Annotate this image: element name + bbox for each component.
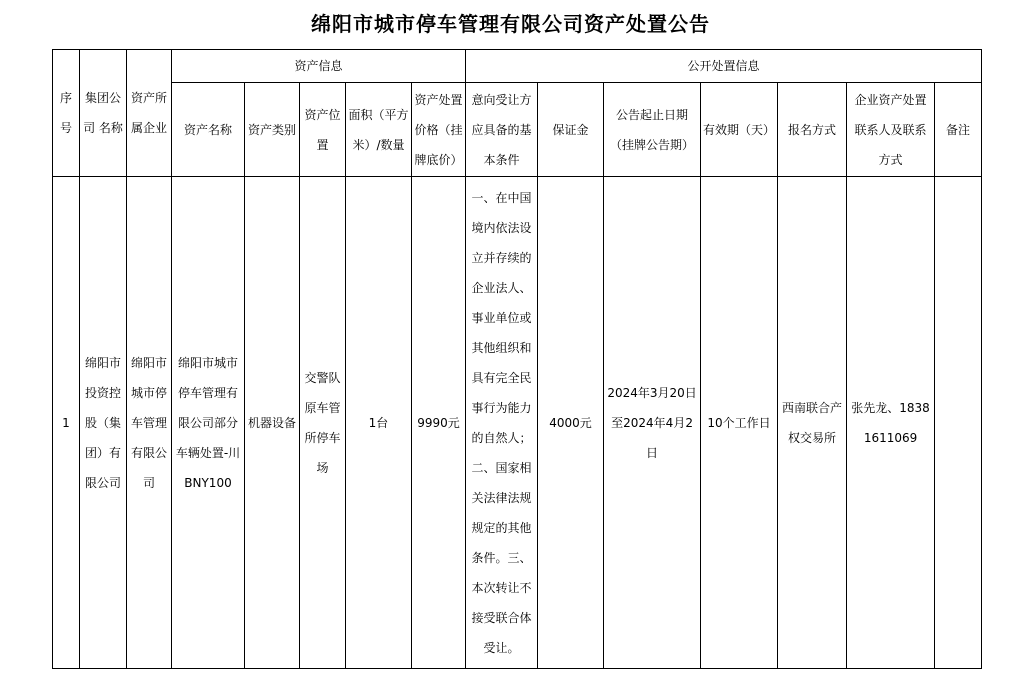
col-asset-name-header: 资产名称 (172, 83, 245, 177)
cell-owner-company: 绵阳市城市停车管理有限公司 (127, 177, 172, 669)
col-group-company-header: 集团公司 名称 (80, 50, 127, 177)
cell-asset-type: 机器设备 (245, 177, 300, 669)
cell-deposit: 4000元 (538, 177, 604, 669)
cell-validity: 10个工作日 (701, 177, 778, 669)
header-row (53, 83, 982, 177)
col-dates-header: 公告起止日期（挂牌公告期） (604, 83, 701, 177)
col-price-header: 资产处置价格（挂牌底价） (412, 83, 466, 177)
asset-info-group-header: 资产信息 (172, 50, 466, 83)
table-row (53, 177, 982, 669)
col-deposit-header: 保证金 (538, 83, 604, 177)
col-owner-company-header: 资产所属企业 (127, 50, 172, 177)
cell-group-company: 绵阳市投资控股（集团）有限公司 (80, 177, 127, 669)
col-contact-header: 企业资产处置联系人及联系方式 (847, 83, 935, 177)
cell-dates: 2024年3月20日至2024年4月2日 (604, 177, 701, 669)
col-asset-type-header: 资产类别 (245, 83, 300, 177)
cell-remark (935, 177, 982, 669)
cell-quantity: 1台 (346, 177, 412, 669)
cell-conditions: 一、在中国境内依法设立并存续的企业法人、事业单位或其他组织和具有完全民事行为能力的自然人；二、国家相关法律法规规定的其他条件。三、本次转让不接受联合体受让。 (466, 177, 538, 669)
page-title: 绵阳市城市停车管理有限公司资产处置公告 (311, 12, 710, 36)
col-conditions-header: 意向受让方应具备的基本条件 (466, 83, 538, 177)
col-location-header: 资产位置 (300, 83, 346, 177)
col-signup-header: 报名方式 (778, 83, 847, 177)
cell-price: 9990元 (412, 177, 466, 669)
cell-contact: 张先龙、18381611069 (847, 177, 935, 669)
cell-asset-name: 绵阳市城市停车管理有限公司部分车辆处置-川BNY100 (172, 177, 245, 669)
col-seq-header: 序号 (53, 50, 80, 177)
disposal-table (52, 49, 982, 669)
cell-seq: 1 (53, 177, 80, 669)
col-validity-header: 有效期（天） (701, 83, 778, 177)
header-group-row (53, 50, 982, 83)
col-remark-header: 备注 (935, 83, 982, 177)
disposal-info-group-header: 公开处置信息 (466, 50, 982, 83)
col-area-header: 面积（平方米）/数量 (346, 83, 412, 177)
cell-location: 交警队原车管所停车场 (300, 177, 346, 669)
cell-signup: 西南联合产权交易所 (778, 177, 847, 669)
